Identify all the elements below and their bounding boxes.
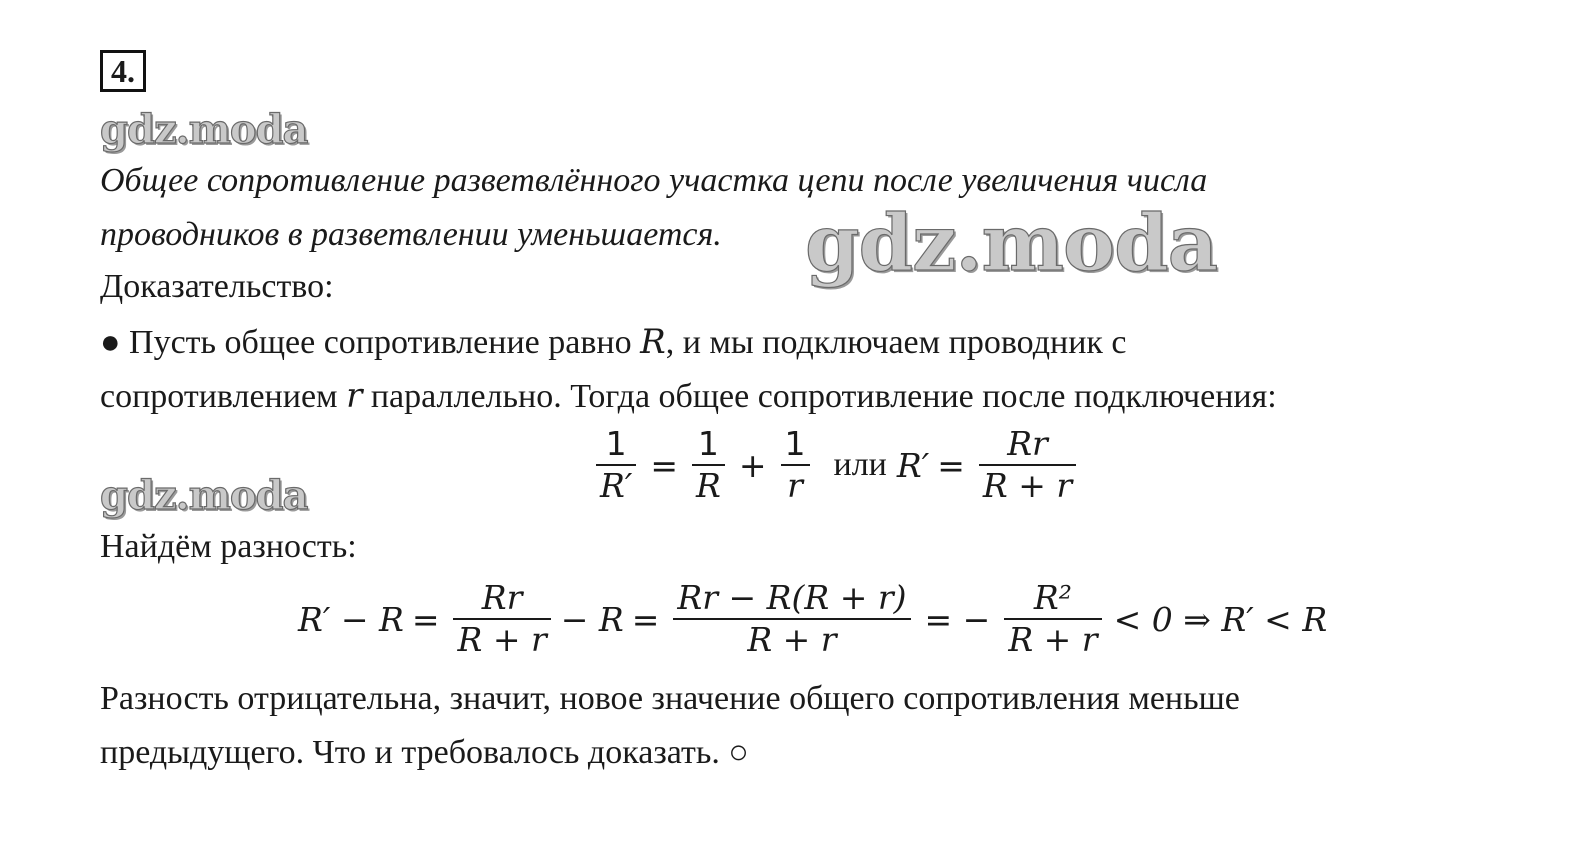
numerator: Rr <box>481 578 523 617</box>
denominator: r <box>787 466 803 505</box>
proof-paragraph-line-1 <box>100 322 1127 362</box>
proof-heading: Доказательство: <box>100 268 334 305</box>
numerator: 1 <box>605 424 627 463</box>
equals-sign: = <box>650 445 678 485</box>
proof-text: параллельно. Тогда общее сопротивление после подключения: <box>362 378 1277 415</box>
conclusion-line-2: предыдущего. Что и требовалось доказать. ○ <box>100 734 749 771</box>
conclusion-line-1: Разность отрицательна, значит, новое значение общего сопротивления меньше <box>100 680 1240 717</box>
denominator: R + r <box>747 620 837 659</box>
formula-conclusion: < 0 ⇒ R′ < R <box>1113 599 1328 639</box>
proof-text: сопротивлением <box>100 378 347 415</box>
proof-paragraph-line-2 <box>100 376 1277 416</box>
fraction <box>781 424 810 506</box>
formula-term: R′ <box>896 445 930 485</box>
fraction <box>979 424 1076 506</box>
variable-r: r <box>346 376 363 416</box>
equals-sign: = <box>411 599 440 639</box>
difference-formula <box>298 578 1327 660</box>
proof-text: , и мы подключаем проводник с <box>665 324 1127 361</box>
denominator: R <box>696 466 721 505</box>
numerator: 1 <box>784 424 806 463</box>
difference-heading: Найдём разность: <box>100 528 357 565</box>
fraction <box>692 424 725 506</box>
proof-text: ● Пусть общее сопротивление равно <box>100 324 641 361</box>
fraction <box>673 578 910 660</box>
numerator: R² <box>1033 578 1072 617</box>
equals-sign: = <box>937 445 965 485</box>
watermark-logo: gdz.moda <box>100 472 308 519</box>
fraction <box>596 424 636 506</box>
equals-minus-sign: = − <box>924 599 991 639</box>
watermark-logo: gdz.moda <box>100 106 308 153</box>
formula-term: R′ − R <box>298 599 404 639</box>
fraction <box>1004 578 1101 660</box>
numerator: Rr <box>1007 424 1048 463</box>
plus-sign: + <box>738 445 767 485</box>
watermark-logo-large: gdz.moda <box>805 198 1218 289</box>
formula-term: − R <box>560 599 624 639</box>
denominator: R + r <box>1008 620 1098 659</box>
denominator: R + r <box>457 620 547 659</box>
answer-line-1: Общее сопротивление разветвлённого участка цепи после увеличения числа <box>100 162 1208 199</box>
problem-number: 4. <box>100 50 146 92</box>
fraction <box>453 578 550 660</box>
denominator: R′ <box>600 466 633 505</box>
numerator: 1 <box>697 424 719 463</box>
answer-line-2: проводников в разветвлении уменьшается. <box>100 216 722 253</box>
denominator: R + r <box>982 466 1073 505</box>
or-word: или <box>833 446 887 483</box>
parallel-resistance-formula <box>590 424 1082 506</box>
variable-R: R <box>640 322 666 362</box>
equals-sign: = <box>631 599 660 639</box>
numerator: Rr − R(R + r) <box>677 578 907 617</box>
